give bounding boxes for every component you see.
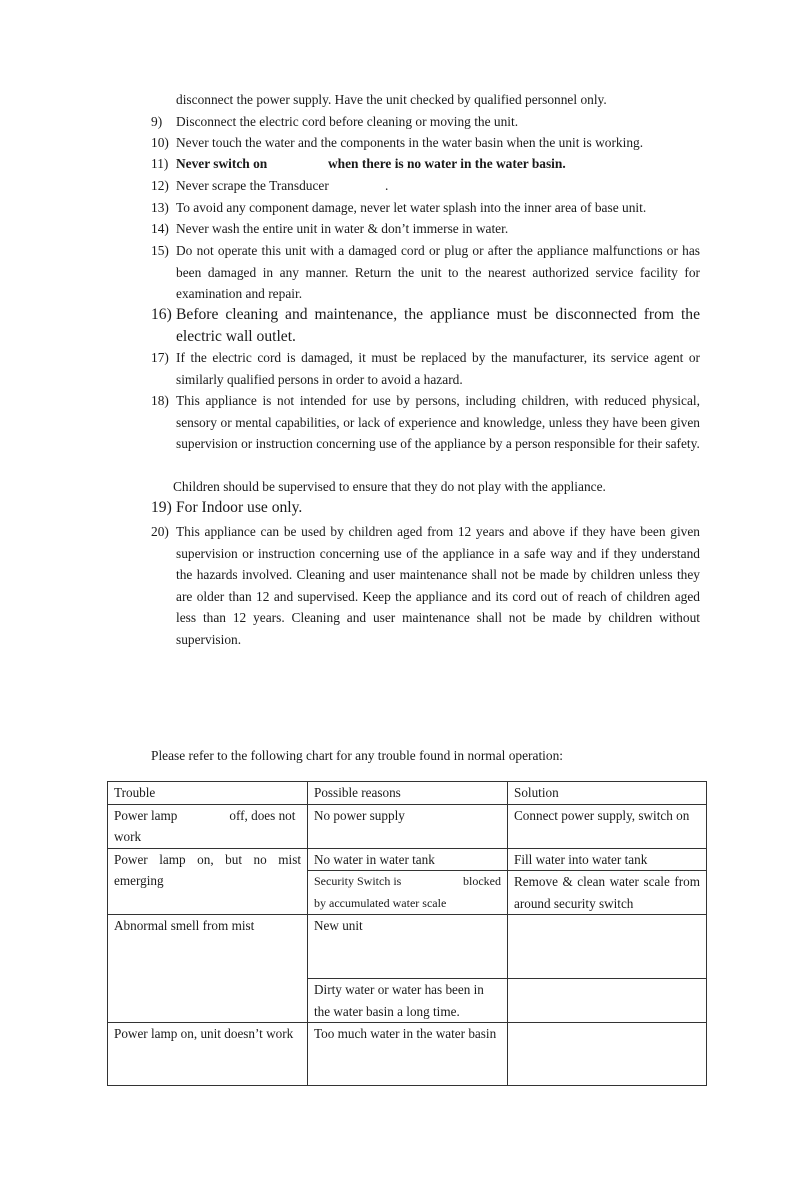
item-15-text: Do not operate this unit with a damaged cord or plug or after the appliance malfunctions or has been damaged in any manner. Return the unit to the nearest authorized service facility for examination and repair.	[176, 243, 700, 301]
header-trouble: Trouble	[108, 782, 308, 805]
item-20-text: This appliance can be used by children aged from 12 years and above if they have been given supervision or instruction concerning use of the appliance in a safe way and if they understand the hazards involved. Cleaning and user maintenance shall not be made by children unless they are older than 12 and supervised. Keep the appliance and its cord out of reach of children aged less than 12 years. Cleaning and user maintenance shall not be made by children without supervision.	[176, 524, 700, 647]
item-13-number: 13)	[151, 200, 169, 215]
reason-cell: Too much water in the water basin	[308, 1023, 508, 1086]
item-12-number: 12)	[151, 178, 169, 193]
item-17-number: 17)	[151, 350, 169, 365]
table-row	[108, 848, 707, 871]
item-16-number: 16)	[151, 306, 172, 323]
reason-cell: No water in water tank	[308, 848, 508, 871]
item-11-number: 11)	[151, 156, 169, 171]
item-17-text: If the electric cord is damaged, it must be replaced by the manufacturer, its service agent or similarly qualified persons in order to avoid a hazard.	[176, 350, 700, 387]
trouble-cell	[108, 804, 308, 848]
item-18-text: This appliance is not intended for use by persons, including children, with reduced physical, sensory or mental capabilities, or lack of experience and knowledge, unless they have been given supervision or instruction concerning use of the appliance by a person responsible for their safety.	[176, 393, 700, 451]
chart-intro: Please refer to the following chart for any trouble found in normal operation:	[151, 748, 564, 763]
reason-cell: New unit	[308, 915, 508, 979]
solution-cell	[508, 915, 707, 979]
trouble-text-b: off, does not work	[114, 807, 296, 844]
reason-text-b: blocked	[463, 874, 501, 888]
item-19-text: For Indoor use only.	[176, 499, 303, 516]
item-19-number: 19)	[151, 499, 172, 516]
table-row	[108, 1023, 707, 1086]
item-10-number: 10)	[151, 135, 169, 150]
reason-cell: Dirty water or water has been in the water basin a long time.	[308, 979, 508, 1023]
reason-text-a: Security Switch is	[314, 874, 402, 888]
trouble-table	[107, 781, 707, 1086]
item-12-text-b: .	[385, 178, 389, 193]
solution-cell	[508, 1023, 707, 1086]
trouble-cell: Abnormal smell from mist	[108, 915, 308, 1023]
item-12-text-a: Never scrape the Transducer	[176, 178, 329, 193]
reason-cell	[308, 871, 508, 915]
table-row	[108, 915, 707, 979]
item-9-number: 9)	[151, 114, 163, 129]
trouble-cell: Power lamp on, unit doesn’t work	[108, 1023, 308, 1086]
item-14-number: 14)	[151, 221, 169, 236]
reason-text-c: by accumulated water scale	[314, 895, 447, 910]
solution-cell: Fill water into water tank	[508, 848, 707, 871]
reason-cell: No power supply	[308, 804, 508, 848]
trouble-cell: Power lamp on, but no mist emerging	[108, 848, 308, 915]
item-11-text-a: Never switch on	[176, 156, 268, 171]
solution-cell: Remove & clean water scale from around security switch	[508, 871, 707, 915]
item-16-text: Before cleaning and maintenance, the appliance must be disconnected from the electric wall outlet.	[176, 306, 700, 345]
item-10-text: Never touch the water and the components in the water basin when the unit is working.	[176, 135, 644, 150]
table-row	[108, 804, 707, 848]
item-11-text-b: when there is no water in the water basin.	[328, 156, 566, 171]
item-20-number: 20)	[151, 524, 169, 539]
header-reasons: Possible reasons	[308, 782, 508, 805]
solution-cell	[508, 979, 707, 1023]
item-13-text: To avoid any component damage, never let water splash into the inner area of base unit.	[176, 200, 647, 215]
item-9-text: Disconnect the electric cord before cleaning or moving the unit.	[176, 114, 519, 129]
trouble-text-a: Power lamp	[114, 807, 178, 823]
continuation-text: disconnect the power supply. Have the unit checked by qualified personnel only.	[176, 92, 607, 107]
table-header-row	[108, 782, 707, 805]
item-18-number: 18)	[151, 393, 169, 408]
children-note: Children should be supervised to ensure that they do not play with the appliance.	[173, 479, 606, 494]
item-15-number: 15)	[151, 243, 169, 258]
header-solution: Solution	[508, 782, 707, 805]
solution-cell: Connect power supply, switch on	[508, 804, 707, 848]
item-14-text: Never wash the entire unit in water & don’t immerse in water.	[176, 221, 509, 236]
